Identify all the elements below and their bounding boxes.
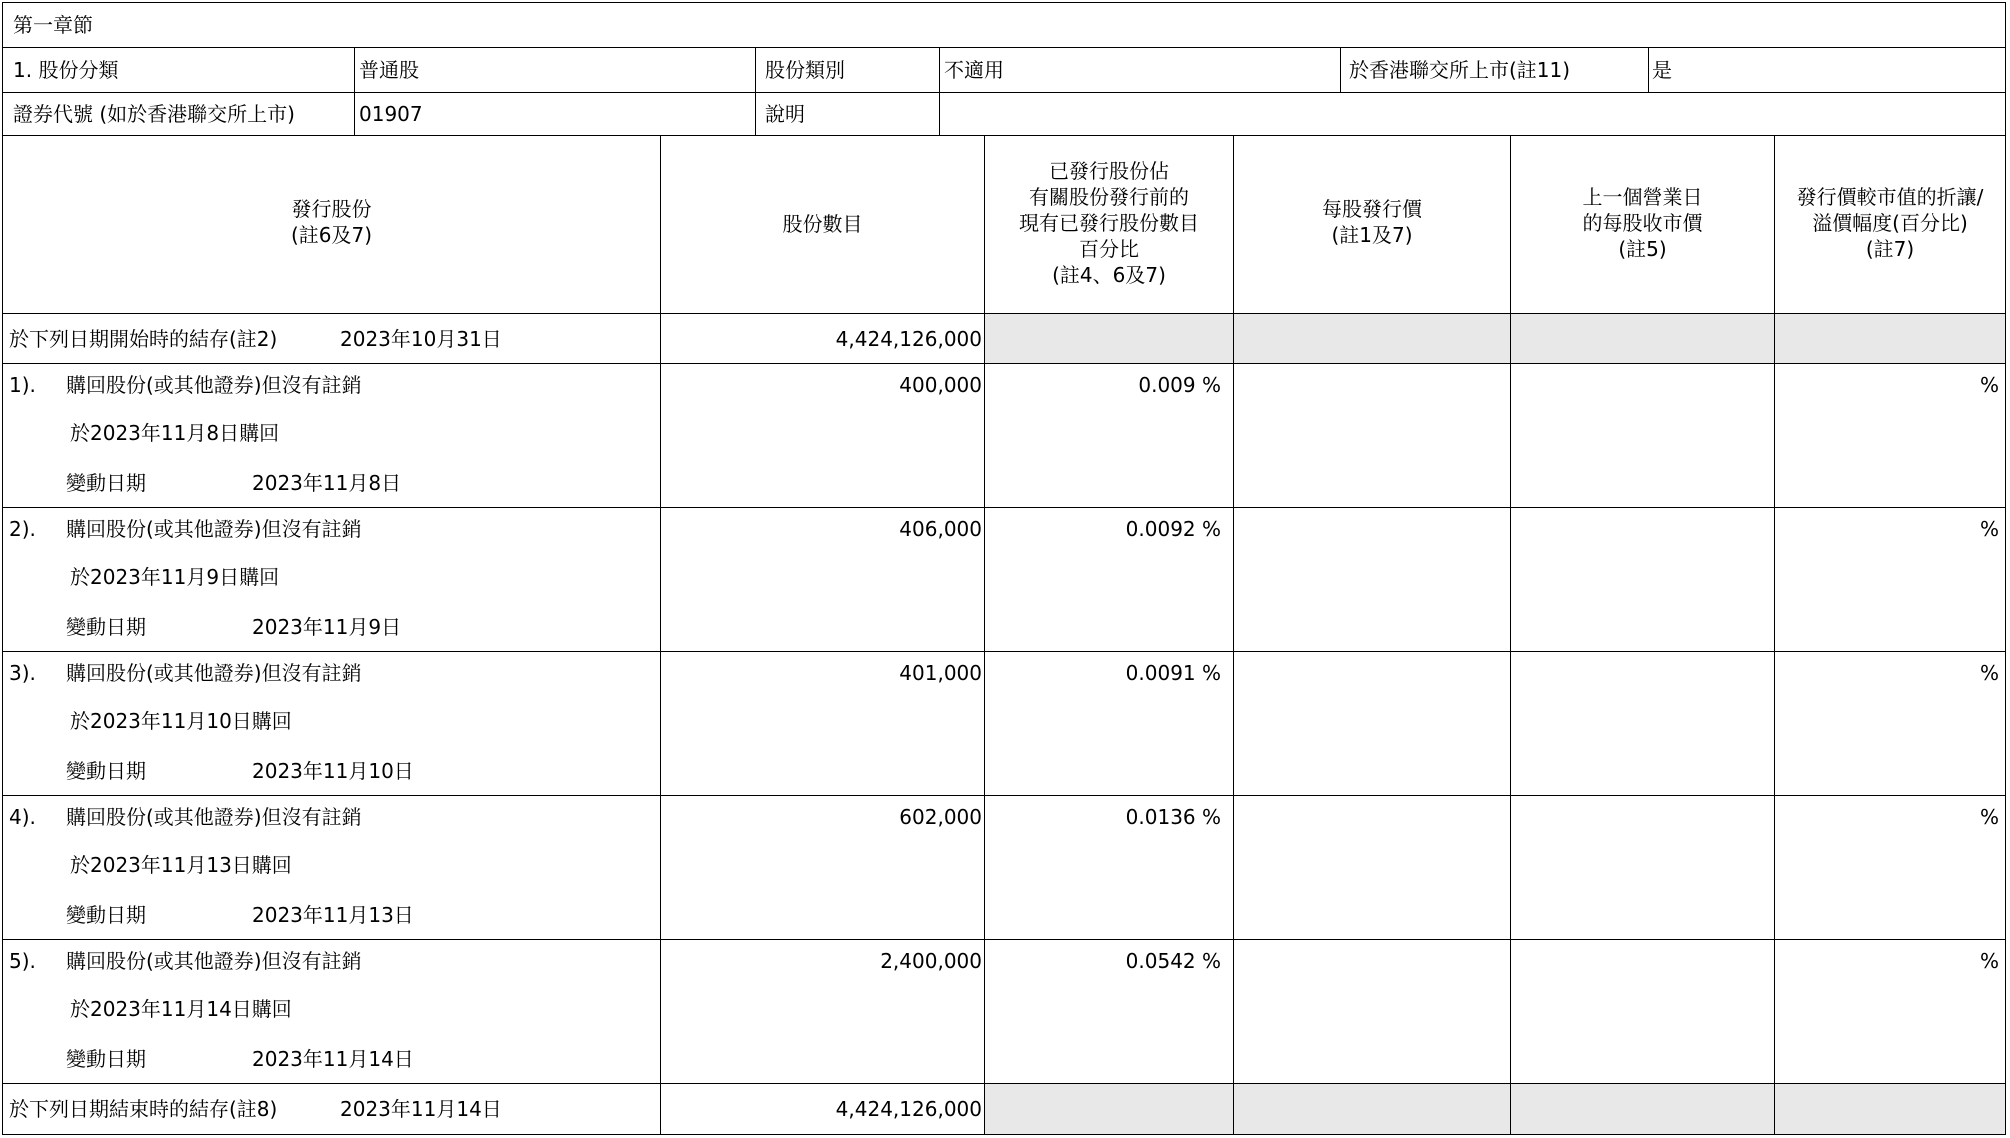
event-shares-cell xyxy=(660,795,985,940)
event-title: 購回股份(或其他證券)但沒有註銷 xyxy=(66,949,362,973)
event-disc-cell xyxy=(1774,795,2006,940)
event-title: 購回股份(或其他證券)但沒有註銷 xyxy=(66,805,362,829)
share-type-value-cell xyxy=(939,47,1341,93)
share-class-label-cell xyxy=(2,47,355,93)
change-date-label: 變動日期 xyxy=(66,759,146,783)
event-description: 於2023年11月8日購回 xyxy=(70,421,280,445)
event-label-cell xyxy=(2,651,661,796)
event-label-cell xyxy=(2,363,661,508)
event-shares: 401,000 xyxy=(899,661,982,685)
section-title-cell xyxy=(2,2,2006,48)
opening-issue-price-cell xyxy=(1233,313,1511,364)
event-discount-unit: % xyxy=(1979,661,1999,685)
description-label-cell xyxy=(755,92,940,136)
event-issue-cell xyxy=(1233,795,1511,940)
change-date: 2023年11月9日 xyxy=(252,615,402,639)
change-date: 2023年11月10日 xyxy=(252,759,414,783)
header-pct-text: 已發行股份佔 有關股份發行前的 現有已發行股份數目 百分比 (註4、6及7) xyxy=(1019,159,1199,287)
event-description: 於2023年11月9日購回 xyxy=(70,565,280,589)
event-close-cell xyxy=(1510,651,1775,796)
event-pct: 0.009 % xyxy=(1138,373,1221,397)
event-number: 2). xyxy=(9,517,36,541)
share-class-label: 1. 股份分類 xyxy=(13,58,119,82)
closing-label-cell xyxy=(2,1083,661,1135)
share-type-label: 股份類別 xyxy=(765,58,845,82)
event-pct-cell xyxy=(984,939,1234,1084)
event-pct-cell xyxy=(984,651,1234,796)
change-date-label: 變動日期 xyxy=(66,615,146,639)
closing-label: 於下列日期結束時的結存(註8) xyxy=(9,1097,278,1121)
event-title: 購回股份(或其他證券)但沒有註銷 xyxy=(66,661,362,685)
event-description: 於2023年11月13日購回 xyxy=(70,853,292,877)
opening-shares-cell xyxy=(660,313,985,364)
stock-code-value: 01907 xyxy=(359,102,423,126)
event-number: 5). xyxy=(9,949,36,973)
header-discount-text: 發行價較市值的折讓/ 溢價幅度(百分比) (註7) xyxy=(1796,185,1984,261)
opening-closing-price-cell xyxy=(1510,313,1775,364)
event-number: 3). xyxy=(9,661,36,685)
header-closing-price-text: 上一個營業日 的每股收市價 (註5) xyxy=(1582,185,1703,261)
event-pct-cell xyxy=(984,795,1234,940)
event-shares: 400,000 xyxy=(899,373,982,397)
closing-pct-cell xyxy=(984,1083,1234,1135)
event-title: 購回股份(或其他證券)但沒有註銷 xyxy=(66,517,362,541)
change-date-label: 變動日期 xyxy=(66,903,146,927)
event-label-cell xyxy=(2,507,661,652)
header-issued-shares-text: 發行股份 (註6及7) xyxy=(290,197,373,247)
event-description: 於2023年11月14日購回 xyxy=(70,997,292,1021)
event-pct: 0.0542 % xyxy=(1125,949,1221,973)
header-issued-shares xyxy=(2,135,661,314)
closing-closing-price-cell xyxy=(1510,1083,1775,1135)
event-shares: 602,000 xyxy=(899,805,982,829)
event-disc-cell xyxy=(1774,363,2006,508)
event-number: 1). xyxy=(9,373,36,397)
event-number: 4). xyxy=(9,805,36,829)
closing-shares: 4,424,126,000 xyxy=(835,1097,982,1121)
stock-code-label: 證券代號 (如於香港聯交所上市) xyxy=(13,102,295,126)
description-value-cell xyxy=(939,92,2006,136)
closing-discount-cell xyxy=(1774,1083,2006,1135)
closing-shares-cell xyxy=(660,1083,985,1135)
opening-pct-cell xyxy=(984,313,1234,364)
event-discount-unit: % xyxy=(1979,517,1999,541)
header-issue-price xyxy=(1233,135,1511,314)
opening-label-cell xyxy=(2,313,661,364)
change-date: 2023年11月13日 xyxy=(252,903,414,927)
event-issue-cell xyxy=(1233,363,1511,508)
description-label: 說明 xyxy=(765,102,805,126)
event-close-cell xyxy=(1510,939,1775,1084)
event-shares-cell xyxy=(660,507,985,652)
event-label-cell xyxy=(2,795,661,940)
event-issue-cell xyxy=(1233,939,1511,1084)
event-disc-cell xyxy=(1774,651,2006,796)
closing-date: 2023年11月14日 xyxy=(340,1097,502,1121)
opening-label: 於下列日期開始時的結存(註2) xyxy=(9,327,278,351)
event-close-cell xyxy=(1510,795,1775,940)
opening-shares: 4,424,126,000 xyxy=(835,327,982,351)
event-label-cell xyxy=(2,939,661,1084)
share-type-label-cell xyxy=(755,47,940,93)
event-shares-cell xyxy=(660,939,985,1084)
change-date: 2023年11月8日 xyxy=(252,471,402,495)
stock-code-label-cell xyxy=(2,92,355,136)
event-discount-unit: % xyxy=(1979,949,1999,973)
change-date-label: 變動日期 xyxy=(66,1047,146,1071)
listed-label-cell xyxy=(1340,47,1649,93)
event-shares: 2,400,000 xyxy=(880,949,982,973)
listed-value: 是 xyxy=(1652,58,1672,82)
header-pct xyxy=(984,135,1234,314)
header-discount xyxy=(1774,135,2006,314)
header-num-shares xyxy=(660,135,985,314)
event-title: 購回股份(或其他證券)但沒有註銷 xyxy=(66,373,362,397)
opening-date: 2023年10月31日 xyxy=(340,327,502,351)
event-close-cell xyxy=(1510,507,1775,652)
event-pct: 0.0092 % xyxy=(1125,517,1221,541)
share-class-value: 普通股 xyxy=(359,58,419,82)
event-description: 於2023年11月10日購回 xyxy=(70,709,292,733)
event-discount-unit: % xyxy=(1979,373,1999,397)
change-date-label: 變動日期 xyxy=(66,471,146,495)
event-pct-cell xyxy=(984,507,1234,652)
event-shares-cell xyxy=(660,363,985,508)
share-class-value-cell xyxy=(354,47,756,93)
event-pct: 0.0091 % xyxy=(1125,661,1221,685)
listed-label: 於香港聯交所上市(註11) xyxy=(1349,58,1571,82)
header-num-shares-text: 股份數目 xyxy=(782,212,863,236)
event-discount-unit: % xyxy=(1979,805,1999,829)
section-title: 第一章節 xyxy=(13,13,93,37)
event-shares: 406,000 xyxy=(899,517,982,541)
event-issue-cell xyxy=(1233,507,1511,652)
event-issue-cell xyxy=(1233,651,1511,796)
event-shares-cell xyxy=(660,651,985,796)
event-pct-cell xyxy=(984,363,1234,508)
event-disc-cell xyxy=(1774,507,2006,652)
closing-issue-price-cell xyxy=(1233,1083,1511,1135)
header-issue-price-text: 每股發行價 (註1及7) xyxy=(1322,197,1422,247)
listed-value-cell xyxy=(1648,47,2006,93)
event-pct: 0.0136 % xyxy=(1125,805,1221,829)
stock-code-value-cell xyxy=(354,92,756,136)
event-disc-cell xyxy=(1774,939,2006,1084)
change-date: 2023年11月14日 xyxy=(252,1047,414,1071)
event-close-cell xyxy=(1510,363,1775,508)
opening-discount-cell xyxy=(1774,313,2006,364)
share-type-value: 不適用 xyxy=(944,58,1004,82)
header-closing-price xyxy=(1510,135,1775,314)
